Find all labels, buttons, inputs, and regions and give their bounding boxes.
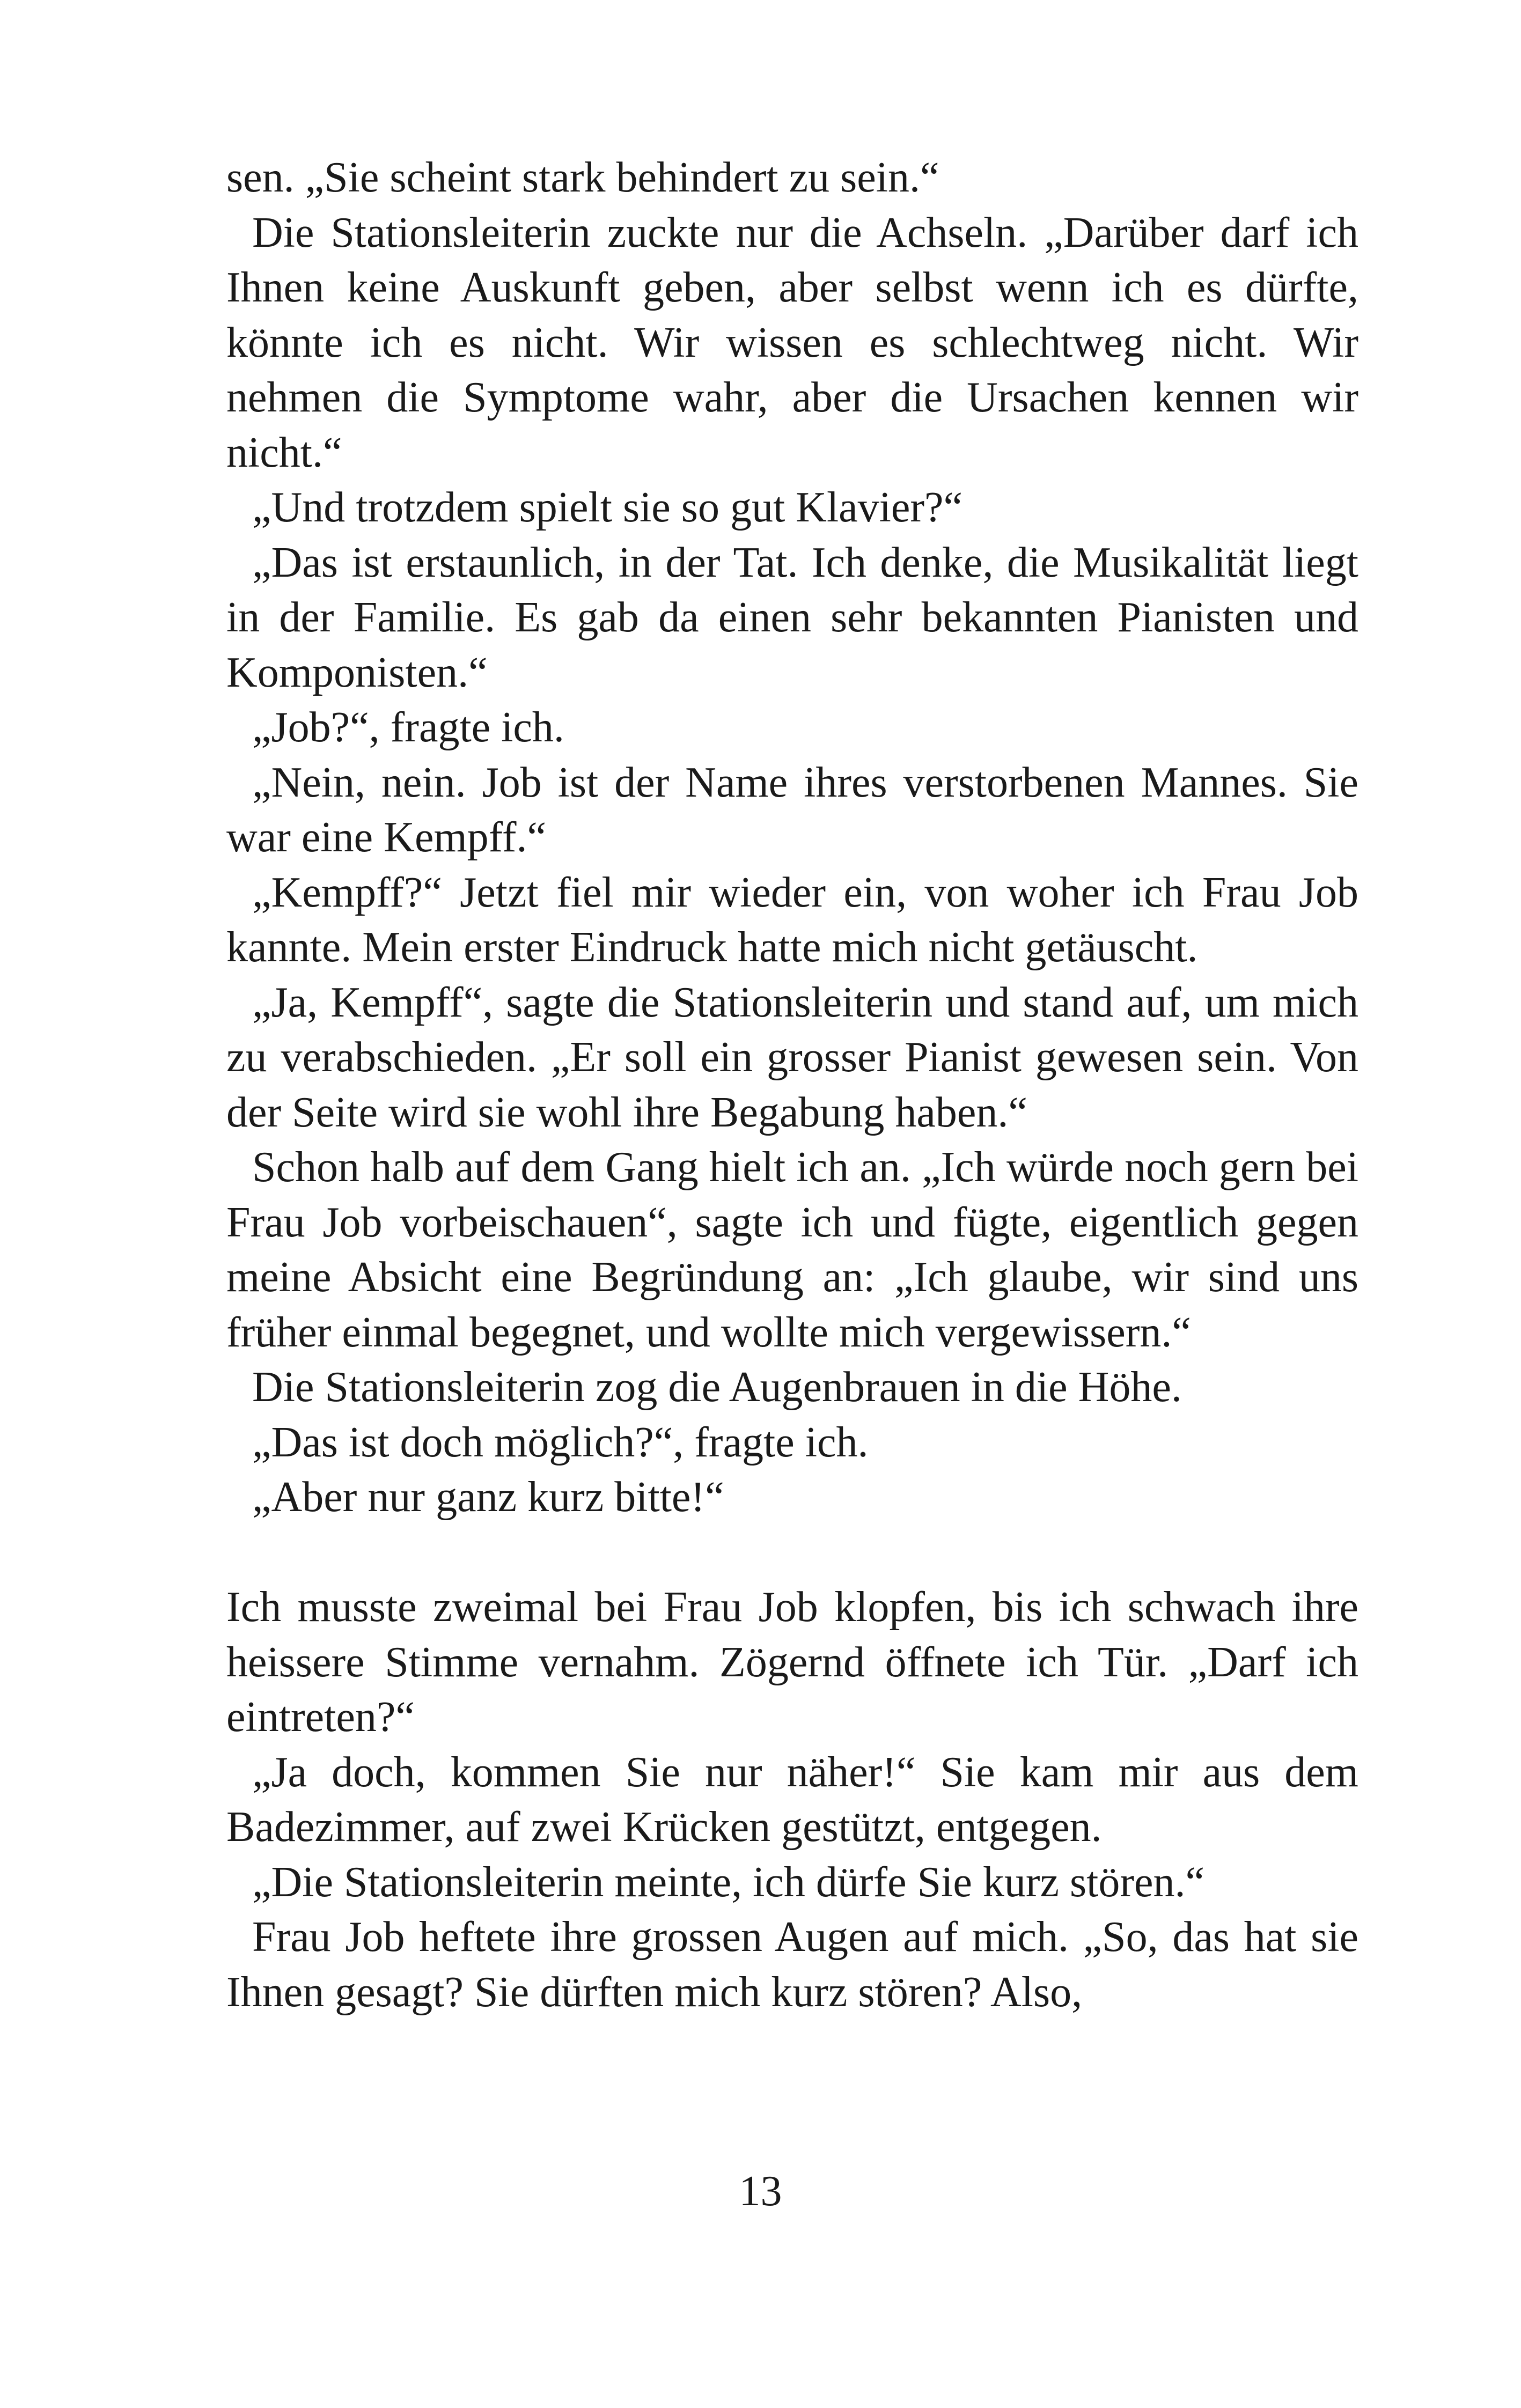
paragraph: Ich musste zweimal bei Frau Job klopfen, bis ich schwach ihre heissere Stimme vernahm. Zögernd öffnete ich Tür. „Darf ich eintreten?“ — [226, 1584, 1358, 1741]
paragraph: „Das ist erstaunlich, in der Tat. Ich denke, die Musikalität liegt in der Familie. Es gab da einen sehr bekannten Pianisten und Komponisten.“ — [226, 539, 1358, 696]
paragraph: „Ja doch, kommen Sie nur näher!“ Sie kam mir aus dem Badezimmer, auf zwei Krücken gestützt, entgegen. — [226, 1748, 1358, 1851]
paragraph: Frau Job heftete ihre grossen Augen auf mich. „So, das hat sie Ihnen gesagt? Sie dürften mich kurz stören? Also, — [226, 1913, 1358, 2016]
paragraph: „Nein, nein. Job ist der Name ihres verstorbenen Mannes. Sie war eine Kempff.“ — [226, 759, 1358, 861]
paragraph: Schon halb auf dem Gang hielt ich an. „Ich würde noch gern bei Frau Job vorbeischauen“, sagte ich und fügte, eigentlich gegen meine Absicht eine Begründung an: „Ich glaube, wir sind uns früher einmal begegnet, und wollte mich vergewissern.“ — [226, 1144, 1358, 1356]
paragraph: „Ja, Kempff“, sagte die Stationsleiterin und stand auf, um mich zu verabschieden. „Er soll ein grosser Pianist gewesen sein. Von der Seite wird sie wohl ihre Begabung haben.“ — [226, 978, 1358, 1136]
paragraph: „Die Stationsleiterin meinte, ich dürfe Sie kurz stören.“ — [252, 1858, 1204, 1906]
paragraph: Die Stationsleiterin zog die Augenbrauen in die Höhe. — [252, 1364, 1182, 1411]
section-break — [226, 1525, 1358, 1580]
paragraph: „Aber nur ganz kurz bitte!“ — [252, 1474, 724, 1521]
page-number: 13 — [739, 2168, 782, 2215]
paragraph: sen. „Sie scheint stark behindert zu sein.“ — [226, 154, 939, 201]
paragraph: „Job?“, fragte ich. — [252, 704, 564, 751]
paragraph: Die Stationsleiterin zuckte nur die Achseln. „Darüber darf ich Ihnen keine Auskunft geben, aber selbst wenn ich es dürfte, könnte ich es nicht. Wir wissen es schlechtweg nicht. Wir nehmen die Symptome wahr, aber die Ursachen kennen wir nicht.“ — [226, 209, 1358, 476]
paragraph: „Und trotzdem spielt sie so gut Klavier?“ — [252, 484, 963, 531]
paragraph: „Das ist doch möglich?“, fragte ich. — [252, 1418, 869, 1466]
paragraph: „Kempff?“ Jetzt fiel mir wieder ein, von woher ich Frau Job kannte. Mein erster Eindruck hatte mich nicht getäuscht. — [226, 868, 1358, 971]
body-text — [226, 150, 1358, 2020]
